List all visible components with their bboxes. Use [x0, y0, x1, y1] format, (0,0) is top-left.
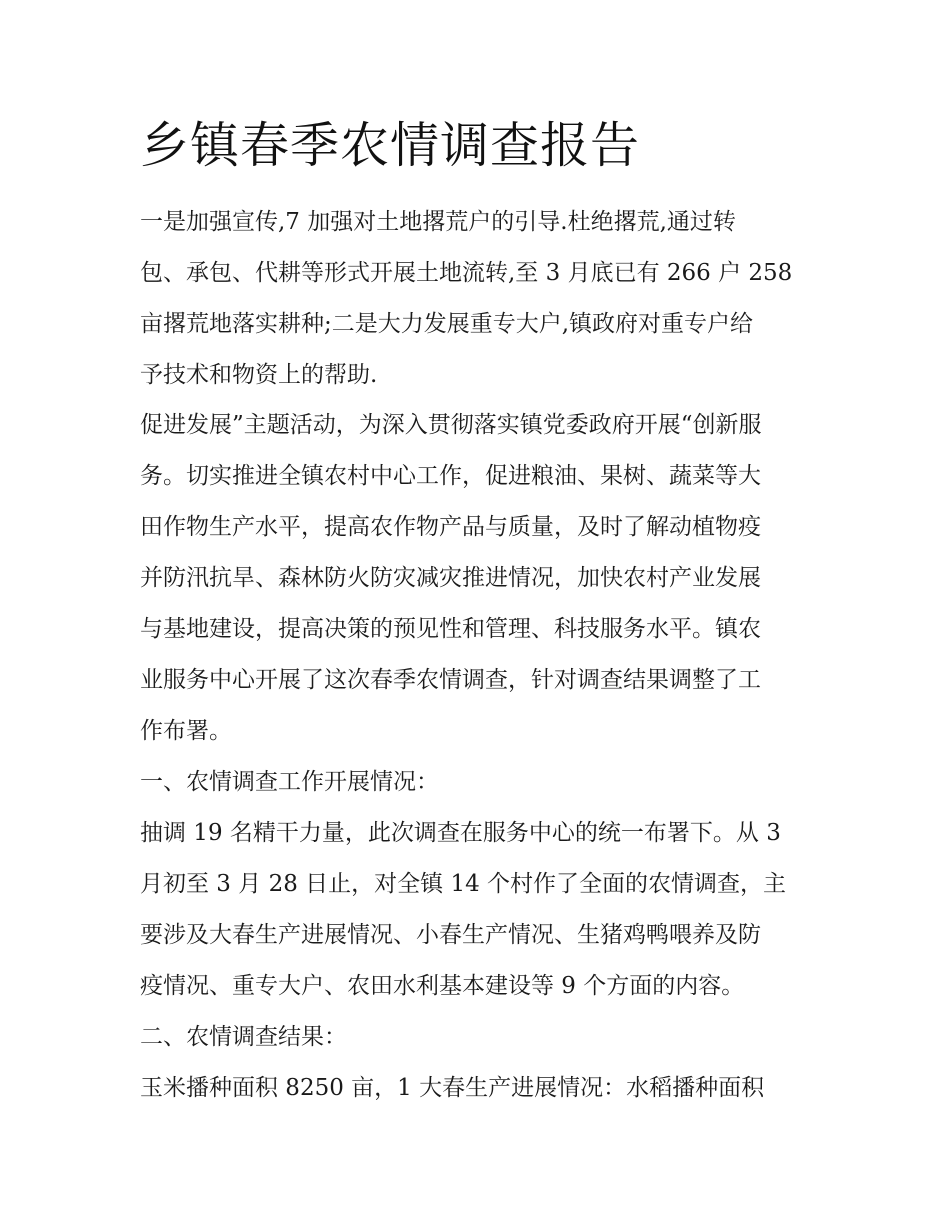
text-line: 务。切实推进全镇农村中心工作，促进粮油、果树、蔬菜等大 — [140, 463, 761, 489]
section-heading: 一、农情调查工作开展情况： — [140, 769, 439, 795]
text-line: 一是加强宣传,7 加强对土地撂荒户的引导.杜绝撂荒,通过转 — [140, 209, 736, 235]
text-line: 月初至 3 月 28 日止，对全镇 14 个村作了全面的农情调查，主 — [140, 871, 787, 897]
text-line: 业服务中心开展了这次春季农情调查，针对调查结果调整了工 — [140, 667, 761, 693]
text-line: 与基地建设，提高决策的预见性和管理、科技服务水平。镇农 — [140, 616, 761, 642]
text-line: 包、承包、代耕等形式开展土地流转,至 3 月底已有 266 户 258 — [140, 260, 793, 286]
text-line: 要涉及大春生产进展情况、小春生产情况、生猪鸡鸭喂养及防 — [140, 922, 761, 948]
text-line: 予技术和物资上的帮助. — [140, 362, 378, 388]
text-line: 促进发展”主题活动，为深入贯彻落实镇党委政府开展“创新服 — [140, 412, 762, 438]
text-line: 田作物生产水平，提高农作物产品与质量，及时了解动植物疫 — [140, 514, 761, 540]
document-title: 乡镇春季农情调查报告 — [140, 117, 641, 174]
text-line: 作布署。 — [140, 718, 232, 744]
text-line: 抽调 19 名精干力量，此次调查在服务中心的统一布署下。从 3 — [140, 820, 781, 846]
text-line: 并防汛抗旱、森林防火防灾减灾推进情况，加快农村产业发展 — [140, 565, 761, 591]
text-line: 亩撂荒地落实耕种;二是大力发展重专大户,镇政府对重专户给 — [140, 311, 754, 337]
section-heading: 二、农情调查结果： — [140, 1024, 347, 1050]
text-line: 玉米播种面积 8250 亩，1 大春生产进展情况：水稻播种面积 — [140, 1075, 765, 1101]
text-line: 疫情况、重专大户、农田水利基本建设等 9 个方面的内容。 — [140, 973, 745, 999]
